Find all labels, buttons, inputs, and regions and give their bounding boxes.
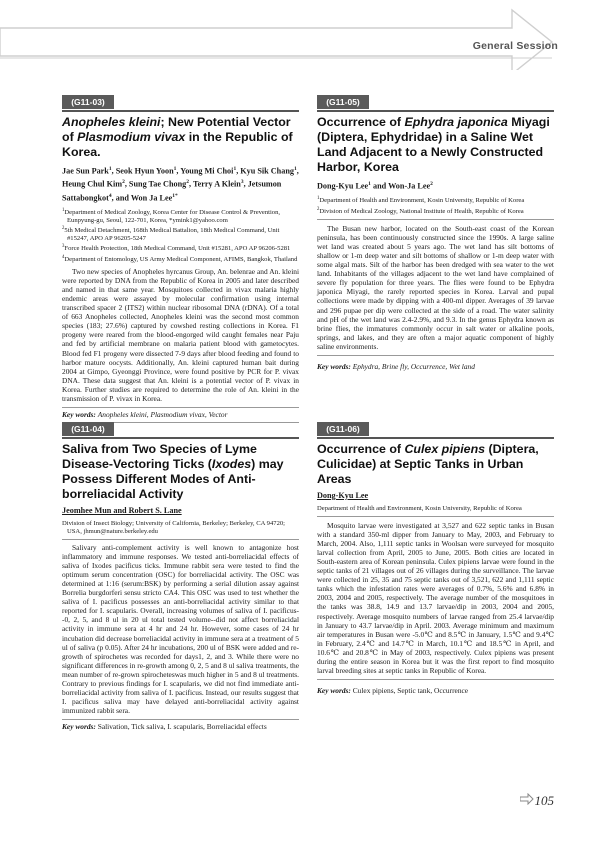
author-name: and Won-Ja Lee: [370, 181, 431, 191]
abstract-body: [317, 521, 554, 676]
abstract-title: [62, 442, 299, 502]
title-fragment: Plasmodium vivax: [77, 130, 186, 144]
keywords-text: Culex pipiens, Septic tank, Occurrence: [352, 686, 469, 696]
abstract-keywords: Key words: Ephydra, Brine fly, Occurrence, Wet land: [317, 362, 475, 372]
section-label: General Session: [472, 40, 558, 52]
author-name: , Seok Hyun Yoon: [111, 166, 174, 176]
author-name: , Jetsumon Sattabongkot: [62, 180, 282, 203]
affiliation: $^3$Force Health Protection, 18th Medical Command, Unit #15281, APO AP 96206-5281: [62, 244, 291, 253]
affiliation: $^2$Division of Medical Zoology, National Institute of Health, Republic of Korea: [317, 206, 524, 215]
abstract-keywords: Key words: Anopheles kleini, Plasmodium vivax, Vector: [62, 410, 228, 420]
keywords-text: Anopheles kleini, Plasmodium vivax, Vector: [97, 410, 228, 420]
author-name: , Terry A Klein: [189, 180, 241, 190]
abstract-id: (G11-04): [62, 422, 114, 436]
author-name: , Heung Chul Kim: [62, 166, 299, 190]
abstract-body: [62, 267, 299, 403]
abstract-authors: [317, 491, 554, 502]
abstract-paragraph: Salivary anti-complement activity is well known to antagonize host inflammatory and immune responses. We tested anti-borreliacidal effects of saliva of Ixodes pacificus ticks. Immune rabbit sera were tested to find the optimum serum concentration (OSC) for borreliacidal activity. The OSC was determined at 1:16 (serum:BSK) by performing a serial dilution assay against Borrelia burgdorferi sensu stricto CA4. This OSC was used to test whether the saliva of I. pacificus possesses an anti-borreliacidal activity similar to that reported for I. scapularis. Overall, increasing volumes of saliva of I. pacificus--0, 2, 5, and 8 ul in 20 ul total tested volume--did not affect borreliacidal activity in immune sera at 4 hr and 24 hr. However, some cases of 24 hr incubation did decrease borreliacidal activity in immune sera at a treatment of 5 ul of saliva (p 0.05). After 24 hr incubations, 200 ul of BSK were added and re-growth of spirochetes was recorded for days1, 2, and 3. While there were no significant differences in re-growth among 0, 2, 5 and 8 ul saliva treatments, the mean number of re-grown spirocheteswas much higher in 5 and 8 ul treatments. Contrary to previous findings for I. scapularis, we did not find immediate anti-borreliacidal activity from saliva of I. pacificus. Instead, our results suggest that I. pacificus saliva may have delayed anti-borreliacidal activity against immunized rabbit sera.: [62, 542, 299, 716]
author-name: Jeomhee Mun and Robert S. Lane: [62, 506, 182, 515]
abstract-title: [317, 442, 554, 487]
abstract-keywords: Key words: Culex pipiens, Septic tank, Occurrence: [317, 686, 469, 696]
title-fragment: (Diptera, Culicidae) at Septic Tanks in Urban Areas: [317, 442, 539, 486]
abstract-title: [317, 115, 554, 175]
abstract-g11-03: [62, 92, 299, 423]
title-fragment: Ixodes: [211, 457, 252, 471]
title-fragment: Occurrence of: [317, 115, 405, 129]
abstract-authors: [62, 506, 299, 517]
abstract-id-bar: [62, 92, 299, 112]
abstract-affiliations: [62, 207, 299, 264]
keywords-text: Ephydra, Brine fly, Occurrence, Wet land: [352, 362, 475, 372]
abstract-keywords: Key words: Salivation, Tick saliva, I. scapularis, Borreliacidal effects: [62, 722, 267, 732]
author-name: , Young Mi Choi: [176, 166, 234, 176]
affiliation: $^4$Department of Entomology, US Army Medical Component, AFIMS, Bangkok, Thailand: [62, 254, 298, 263]
author-name: Dong-Kyu Lee: [317, 181, 369, 191]
page-number: 105: [534, 793, 554, 808]
title-fragment: Anopheles kleini: [62, 115, 161, 129]
title-fragment: ; New Potential Vector of: [62, 115, 291, 144]
title-fragment: ) may Possess Different Modes of Anti-borreliacidal Activity: [62, 457, 284, 501]
title-fragment: Occurrence of: [317, 442, 405, 456]
keywords-text: Salivation, Tick saliva, I. scapularis, Borreliacidal effects: [97, 722, 267, 732]
abstract-authors: Dong-Kyu Lee$^1$ and Won-Ja Lee$^2$: [317, 181, 433, 191]
affiliation: $^1$Department of Health and Environment, Kosin University, Republic of Korea: [317, 196, 525, 205]
abstract-body: [62, 543, 299, 716]
abstract-id: (G11-06): [317, 422, 369, 436]
title-fragment: in the Republic of Korea.: [62, 130, 293, 159]
abstract-authors: Jae Sun Park$^1$, Seok Hyun Yoon$^1$, Young Mi Choi$^1$, Kyu Sik Chang$^1$, Heung Chul Kim$^2$, Sung Tae Chong$^2$, Terry A Klein$^3$, Jetsumon Sattabongkot$^4$, and Won Ja Lee$^{1*}$: [62, 166, 299, 203]
abstract-g11-06: [317, 419, 554, 698]
abstract-id-bar: [317, 92, 554, 112]
abstract-affiliations: [317, 195, 554, 215]
abstract-affiliations: [62, 520, 299, 536]
author-name: , Sung Tae Chong: [124, 180, 187, 190]
author-name: , and Won Ja Lee: [111, 193, 173, 203]
abstract-title: [62, 115, 299, 160]
author-name: Dong-Kyu Lee: [317, 491, 369, 500]
abstract-paragraph: The Busan new harbor, located on the South-east coast of the Korean peninsula, has been continuously constructed since the 1990s. A large saline wet land was created about 5 years ago. The wet land has silt bottoms of shallow or 1-m deep water and silt bottoms of shallow or 1-m deep water with some algal mats. Silt of the harbor has been dredged with sea water to the wet land. Inhabitants of the villages adjacent to the wet land have complained of severe fly population for three years. The flies were found to be Ephydra japonica Miyagi, the rarely reported species in Korea. Larval and pupal collections were made by dipping with a 400-ml dipper. Averages of 39 larvae and 296 pupae per dip were collected at the side of a road. The water salinity and pH of the wet land was 2.4-2.9%, and 9.3. In the genus Ephydra known as brine flies, the immatures commonly occur in salt water or alkaline pools, springs, and lakes, and they are often a major aquatic component of highly saline environments.: [317, 223, 554, 351]
title-fragment: Saliva from Two Species of Lyme Disease-Vectoring Ticks (: [62, 442, 257, 471]
abstract-id: (G11-03): [62, 95, 114, 109]
abstract-paragraph: Two new species of Anopheles hyrcanus Group, An. belenrae and An. kleini were reported by DNA from the Republic of Korea in 2005 and later described and named in that same year. Mosquitoes collected in vivax malaria highly endemic areas were assayed by molecular confirmation using internal transcribed spacer 2 (ITS2) within nuclear ribosomal DNA (rDNA). Of a total of 663 Anopheles collected, Anopheles kleini was the second most common species (183; 27.6%) captured by cowshed resting collections in Korea. F1 progeny were reared from the blood-engorged wild caught females near Paju and fed by artificial membrane on malaria patient blood with gametocytes. Blood fed F1 progeny were dissected 7-9 days after blood feeding and found to harbor mature oocysts. Additionally, An. kleini captured human bait during 2004 at Gimpo, Gyeonggi Province, were found positive by PCR for P. vivax DNA. These data suggest that An. kleini is a potential vector of P. vivax in Korea. Further studies are required to determine the role of An. kleini in the transmission of P. vivax in Korea.: [62, 266, 299, 404]
abstract-body: [317, 224, 554, 351]
affiliation: $^2$5th Medical Detachment, 168th Medical Battalion, 18th Medical Command, Unit #15247, APO AP 96205-5247: [62, 226, 280, 243]
title-fragment: Miyagi (Diptera, Ephydridae) in a Saline Wet Land Adjacent to a Newly Constructed Harbor, Korea: [317, 115, 550, 174]
title-fragment: Ephydra japonica: [404, 115, 508, 129]
abstract-id-bar: [62, 419, 299, 439]
abstract-id: (G11-05): [317, 95, 369, 109]
abstract-paragraph: Mosquito larvae were investigated at 3,527 and 622 septic tanks in Busan with a standard 350-ml dipper from January to May, 2003, and February to March, 2004. Also, 1,111 septic tanks in Woolsan were surveyed for mosquito larval collection from April, 2005 to June, 2005. Both cities are located in South-eastern area of Korean peninsula. Culex pipiens larvae were found in the septic tanks of 21 villages out of 26 villages during the surveillance. The larvae were collected in 25, 35 and 75 septic tanks out of 3,521, 622 and 1,111 septic tanks which the infestation rates were averages of 0.7%, 5.6% and 6.8% in 2003, 2004 and 2005, respectively. The average number of the mosquitoes in the tanks was 38.8, 14.9 and 13.7 larvae/dip in 2003, 2004 and 2005, respectively. Average mosquito numbers of larvae ranged from 25.4 larvae/dip in January to 43.7 larvae/dip in April. 2003. Average minimum and maximum air temperatures in Busan were -5.0℃ and 8.5℃ in January, 1.5℃ and 9.4℃ in February, 2.4℃ and 14.7℃ in March, 10.1℃ and 18.5℃ in April, and 10.6℃ and 20.8℃ in May of 2003, respectively. Culex pipiens was present during the entire season in Korea but it was the first report to find mosquito larval breeding sites at septic tanks in Republic of Korea.: [317, 520, 554, 676]
abstract-g11-04: [62, 419, 299, 735]
author-name: Jae Sun Park: [62, 166, 109, 176]
header-arrow-graphic: [0, 0, 600, 70]
abstract-g11-05: [317, 92, 554, 374]
affiliation: Department of Health and Environment, Kosin University, Republic of Korea: [317, 504, 522, 512]
title-fragment: Culex pipiens: [404, 442, 486, 456]
page-arrow-icon: [520, 793, 534, 805]
affiliation: Division of Insect Biology; University of California, Berkeley; Berkeley, CA 94720; USA, jhmun@nature.berkeley.edu: [62, 519, 285, 535]
abstract-affiliations: [317, 505, 554, 513]
abstract-id-bar: [317, 419, 554, 439]
author-name: , Kyu Sik Chang: [236, 166, 294, 176]
affiliation: $^1$Department of Medical Zoology, Korea Center for Disease Control & Prevention, Eunpyung-gu, Seoul, 122-701, Korea, *ymink1@yahoo.com: [62, 207, 281, 225]
